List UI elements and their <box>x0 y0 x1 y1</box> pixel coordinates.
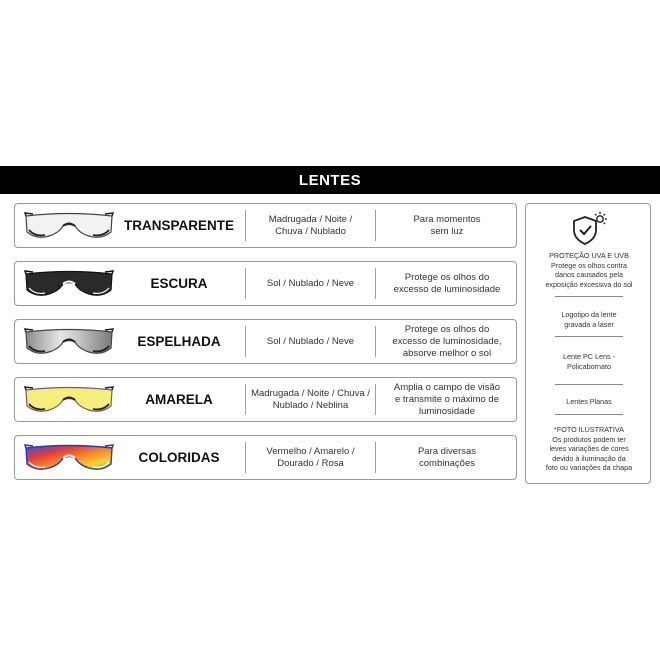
glasses-mirrored-icon <box>23 326 115 358</box>
separator <box>555 336 623 337</box>
lens-conditions: Madrugada / Noite / Chuva / Nublado <box>268 213 353 237</box>
lens-description: Protege os olhos do excesso de luminosidade <box>393 271 501 295</box>
features-panel <box>525 203 651 484</box>
lens-description: Para momentos sem luz <box>413 213 481 237</box>
lens-conditions: Madrugada / Noite / Chuva / Nublado / Neblina <box>251 387 370 411</box>
shield-sun-icon <box>569 210 609 250</box>
lens-row-transparente <box>14 203 517 248</box>
disclaimer-text: *FOTO ILUSTRATIVA Os produtos podem ter leves variações de cores devido à iluminação da foto ou variações da chapa <box>545 425 633 472</box>
lens-conditions: Vermelho / Amarelo / Dourado / Rosa <box>266 445 355 469</box>
lens-conditions: Sol / Nublado / Neve <box>266 277 355 289</box>
lens-conditions: Sol / Nublado / Neve <box>266 335 355 347</box>
flat-lens-text: Lentes Planas <box>566 397 612 406</box>
lens-description: Protege os olhos do excesso de luminosidade, absorve melhor o sol <box>392 323 502 359</box>
lens-row-coloridas <box>14 435 517 480</box>
lens-name: ESCURA <box>150 276 208 291</box>
lens-name: TRANSPARENTE <box>123 218 234 233</box>
section-header <box>0 166 660 194</box>
lens-material-text: Lente PC Lens - Policabornato <box>563 352 615 371</box>
glasses-transparent-icon <box>23 210 115 242</box>
glasses-colored-icon <box>23 442 115 474</box>
lens-description: Para diversas combinações <box>417 445 477 469</box>
section-title: LENTES <box>298 171 362 189</box>
glasses-yellow-icon <box>23 384 115 416</box>
lens-row-escura <box>14 261 517 306</box>
lens-row-espelhada <box>14 319 517 364</box>
uv-protection-text: PROTEÇÃO UVA E UVB Protege os olhos contra danos causados pela exposição excessiva do sol <box>545 251 633 289</box>
separator <box>555 414 623 415</box>
lens-name: COLORIDAS <box>138 450 220 465</box>
lens-name: ESPELHADA <box>137 334 221 349</box>
separator <box>555 384 623 385</box>
separator <box>555 296 623 297</box>
lens-description: Amplia o campo de visão e transmite o máximo de luminosidade <box>393 381 501 417</box>
lens-name: AMARELA <box>145 392 213 407</box>
laser-logo-text: Logotipo da lente gravada a laser <box>561 310 617 329</box>
lens-row-amarela <box>14 377 517 422</box>
glasses-dark-icon <box>23 268 115 300</box>
